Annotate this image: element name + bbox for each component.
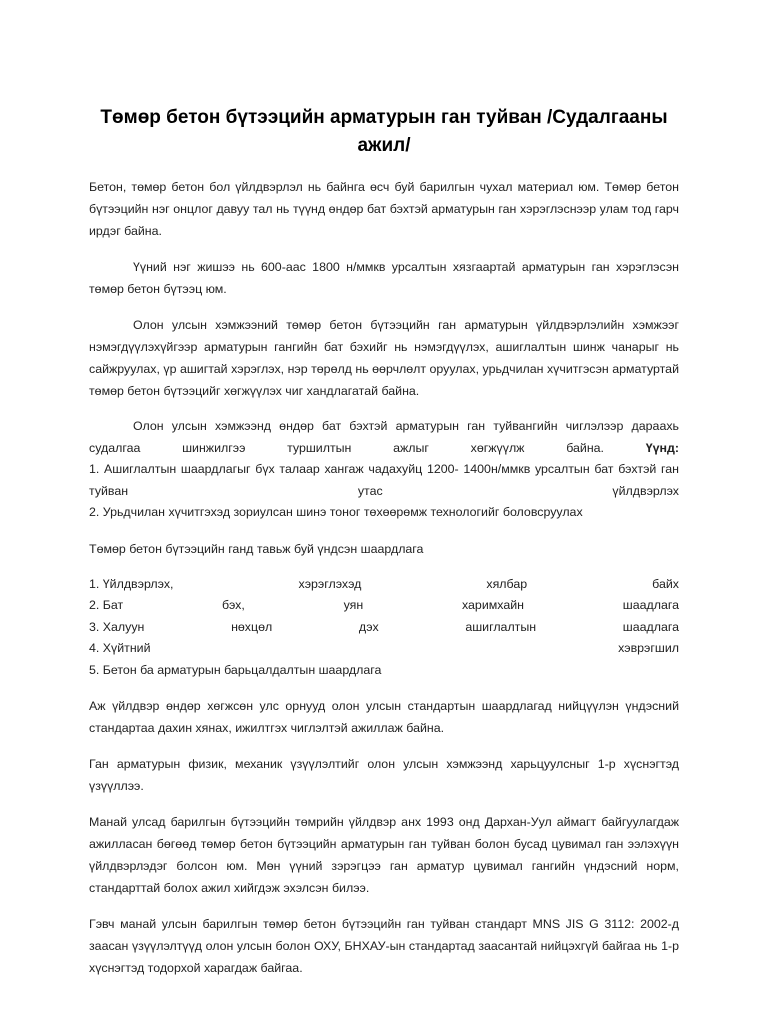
list-item: 5. Бетон ба арматурын барьцалдалтын шаардлага — [89, 662, 382, 677]
paragraph-research — [89, 416, 679, 524]
paragraph-requirements-heading: Төмөр бетон бүтээцийн ганд тавьж буй үндсэн шаардлага — [89, 541, 424, 556]
research-bold-label: Үүнд: — [645, 440, 679, 455]
list-item: 3. Халуун нөхцөл дэх ашиглалтын шаадлага — [89, 619, 679, 634]
paragraph-trends: Олон улсын хэмжээний төмөр бетон бүтээцийн ган арматурын үйлдвэрлэлийн хэмжээг нэмэгдүүлэхүйгээр арматурын гангийн бат бэхийг нь нэмэгдүүлэх, ашиглалтын шинж чанарыг нь сайжруулах, үр ашигтай хэрэглэх, нэр төрөлд нь өөрчлөлт оруулах, урьдчилан хүчитгэсэн арматуртай төмөр бетон бүтээцийг хөгжүүлэх чиг хандлагатай байна. — [89, 318, 679, 398]
research-intro: Олон улсын хэмжээнд өндөр бат бэхтэй арматурын ган туйвангийн чиглэлээр дараахь судалгаа шинжилгээ туршилтын ажлыг хөгжүүлж байна. Үүнд: — [89, 419, 679, 455]
document-title: Төмөр бетон бүтээцийн арматурын ган туйван /Судалгааны ажил/ — [100, 107, 668, 156]
paragraph-comparison: Ган арматурын физик, механик үзүүлэлтийг олон улсын хэмжээнд харьцуулсныг 1-р хүснэгтэд үзүүллээ. — [89, 757, 679, 793]
research-item-2: 2. Урьдчилан хүчитгэхэд зориулсан шинэ тоног төхөөрөмж технологийг боловсруулах — [89, 505, 583, 519]
paragraph-example: Үүний нэг жишээ нь 600-аас 1800 н/ммкв урсалтын хязгаартай арматурын ган хэрэглэсэн төмөр бетон бүтээц юм. — [89, 260, 679, 296]
research-item-1: 1. Ашиглалтын шаардлагыг бүх талаар хангаж чадахуйц 1200- 1400н/ммкв урсалтын бат бэхтэй ган туйван утас үйлдвэрлэх — [89, 462, 679, 498]
paragraph-intro: Бетон, төмөр бетон бол үйлдвэрлэл нь байнга өсч буй барилгын чухал материал юм. Төмөр бетон бүтээцийн нэг онцлог давуу тал нь түүнд өндөр бат бэхтэй арматурын ган хэрэглэснээр улам тод гарч ирдэг байна. — [89, 180, 679, 238]
requirements-list — [89, 574, 679, 682]
paragraph-history: Манай улсад барилгын бүтээцийн төмрийн үйлдвэр анх 1993 онд Дархан-Уул аймагт байгуулагдаж ажилласан бөгөөд төмөр бетон бүтээцийн арматурын ган туйван болон бусад цувимал ган ээлэхүүн үйлдвэрлэдэг болсон юм. Мөн үүний зэрэгцээ ган арматур цувимал гангийн үндэсний норм, стандарттай болох ажил хийгдэж эхэлсэн билээ. — [89, 815, 679, 895]
paragraph-standards: Аж үйлдвэр өндөр хөгжсөн улс орнууд олон улсын стандартын шаардлагад нийцүүлэн үндэсний стандартаа дахин хянах, ижилтгэх чиглэлтэй ажиллаж байна. — [89, 699, 679, 735]
list-item: 1. Үйлдвэрлэх, хэрэглэхэд хялбар байх — [89, 576, 679, 591]
paragraph-conclusion: Гэвч манай улсын барилгын төмөр бетон бүтээцийн ган туйван стандарт MNS JIS G 3112: 2002-д заасан үзүүлэлтүүд олон улсын болон ОХУ, БНХАУ-ын стандартад заасантай нийцэхгүй байгаа нь 1-р хүснэгтэд тодорхой харагдаж байгаа. — [89, 917, 679, 975]
list-item: 2. Бат бэх, уян харимхайн шаадлага — [89, 598, 679, 612]
list-item: 4. Хүйтний хэврэгшил — [89, 641, 679, 655]
